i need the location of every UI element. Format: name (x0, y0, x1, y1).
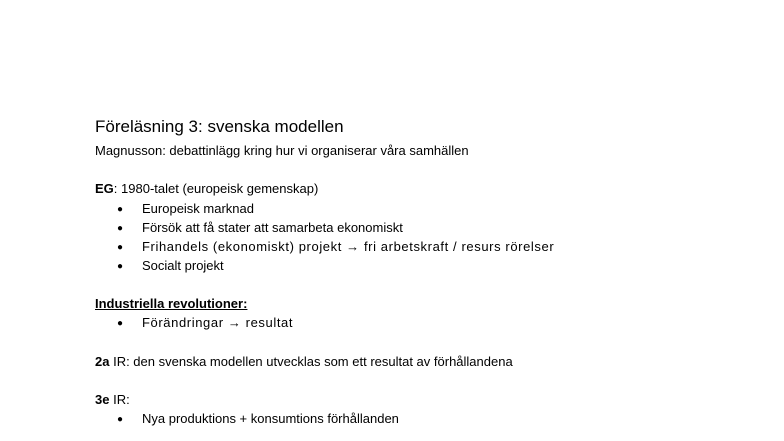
bullet-icon: ● (117, 223, 124, 234)
bullet-icon: ● (117, 318, 124, 329)
eg-text: : 1980-talet (europeisk gemenskap) (113, 181, 319, 196)
list-item-text: Förändringar → resultat (142, 315, 294, 330)
ir-heading (95, 296, 247, 312)
third-ir-text: IR: (109, 392, 130, 407)
list-item (117, 201, 254, 218)
list-item (117, 239, 554, 256)
list-item-text: Europeisk marknad (142, 201, 254, 216)
bullet-icon: ● (117, 261, 124, 272)
list-item (117, 258, 224, 275)
list-item-text: Frihandels (ekonomiskt) projekt → fri arbetskraft / resurs rörelser (142, 239, 555, 254)
list-item (117, 220, 403, 237)
second-ir-line (95, 354, 513, 370)
eg-label: EG (95, 181, 114, 196)
third-ir-label: 3e (95, 392, 110, 407)
ir-heading-text: Industriella revolutioner: (95, 296, 248, 311)
second-ir-label: 2a (95, 354, 110, 369)
list-item-text: Nya produktions + konsumtions förhållanden (142, 411, 399, 426)
bullet-icon: ● (117, 204, 124, 215)
list-item (117, 411, 399, 428)
eg-line (95, 181, 318, 197)
third-ir-line (95, 392, 130, 408)
lecture-title: Föreläsning 3: svenska modellen (95, 117, 344, 136)
bullet-icon: ● (117, 414, 124, 425)
list-item-text: Socialt projekt (142, 258, 224, 273)
bullet-icon: ● (117, 242, 124, 253)
second-ir-text: IR: den svenska modellen utvecklas som ett resultat av förhållandena (109, 354, 513, 369)
list-item (117, 315, 293, 332)
subtitle-line: Magnusson: debattinlägg kring hur vi organiserar våra samhällen (95, 143, 469, 158)
list-item-text: Försök att få stater att samarbeta ekonomiskt (142, 220, 403, 235)
